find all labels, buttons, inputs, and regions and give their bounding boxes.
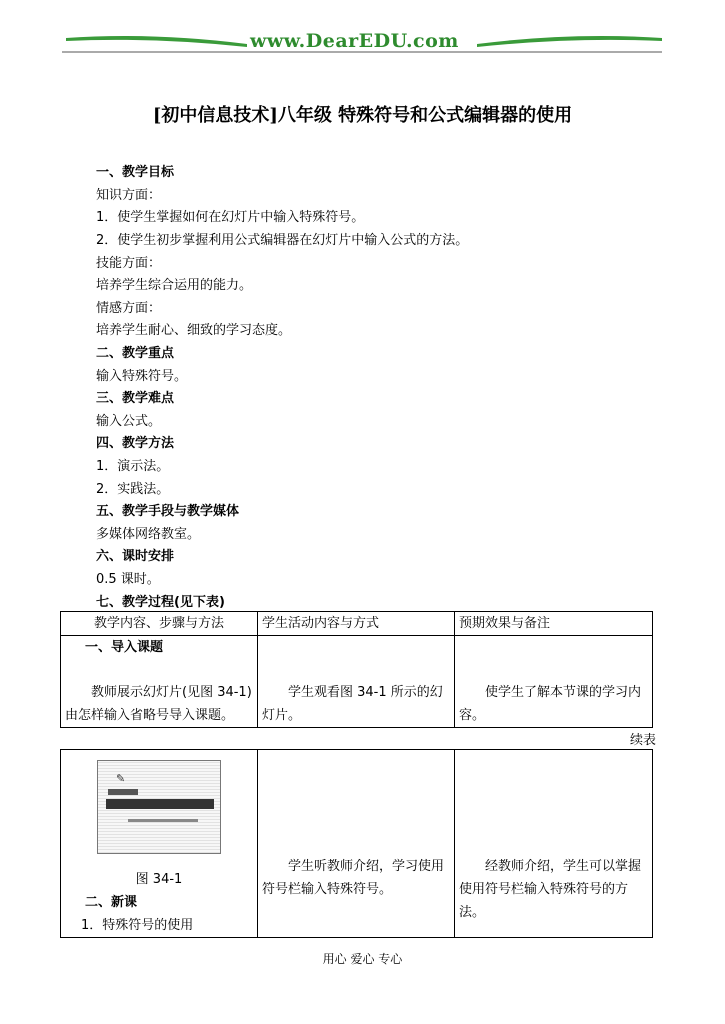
slide-thumbnail-image: [97, 760, 221, 854]
column-header: 预期效果与备注: [455, 612, 653, 636]
slide-text-bar: [108, 789, 138, 795]
table-cell: [455, 750, 653, 938]
lesson-table-continued: [60, 749, 653, 938]
cell-text: 教师展示幻灯片(见图 34-1)由怎样输入省略号导入课题。: [65, 685, 252, 723]
lesson-table: [60, 611, 653, 728]
section-heading: 三、教学难点: [96, 391, 175, 406]
label: 技能方面：: [96, 256, 162, 271]
paragraph: 培养学生耐心、细致的学习态度。: [96, 323, 292, 338]
cell-text: 1．特殊符号的使用: [81, 918, 194, 933]
list-item: 2．使学生初步掌握利用公式编辑器在幻灯片中输入公式的方法。: [96, 233, 469, 248]
paragraph: 多媒体网络教室。: [96, 527, 201, 542]
column-header: 学生活动内容与方式: [258, 612, 455, 636]
section-heading: 四、教学方法: [96, 436, 175, 451]
list-item: 2．实践法。: [96, 482, 170, 497]
table-row: [61, 636, 653, 728]
section-heading: 五、教学手段与教学媒体: [96, 504, 240, 519]
table-header-row: [61, 612, 653, 636]
table-cell: [61, 636, 258, 728]
cell-text: 使学生了解本节课的学习内容。: [459, 685, 642, 723]
table-row: [61, 750, 653, 938]
list-item: 1．演示法。: [96, 459, 170, 474]
continued-label: 续表: [630, 733, 657, 748]
site-header: [62, 28, 662, 56]
site-logo[interactable]: www.DearEDU.com: [250, 30, 459, 52]
section-heading: 一、教学目标: [96, 165, 175, 180]
section-heading: 二、教学重点: [96, 346, 175, 361]
figure-caption: 图 34-1: [135, 872, 183, 887]
section-heading: 六、课时安排: [96, 549, 175, 564]
table-cell: [455, 636, 653, 728]
paragraph: 0.5 课时。: [96, 572, 160, 587]
cell-heading: 一、导入课题: [85, 640, 164, 655]
label: 知识方面：: [96, 188, 162, 203]
slide-subtitle-bar: [128, 819, 198, 822]
cell-text: 经教师介绍，学生可以掌握使用符号栏输入特殊符号的方法。: [459, 859, 642, 920]
table-cell: [258, 636, 455, 728]
label: 情感方面：: [96, 301, 162, 316]
list-item: 1．使学生掌握如何在幻灯片中输入特殊符号。: [96, 210, 365, 225]
cell-heading: 二、新课: [85, 895, 138, 910]
cell-text: 学生观看图 34-1 所示的幻灯片。: [262, 685, 443, 723]
page-title: [初中信息技术]八年级 特殊符号和公式编辑器的使用: [152, 105, 573, 126]
paragraph: 培养学生综合运用的能力。: [96, 278, 253, 293]
paragraph: 输入公式。: [96, 414, 162, 429]
page-footer: 用心 爱心 专心: [322, 952, 403, 966]
section-heading: 七、教学过程(见下表): [96, 595, 225, 610]
column-header: 教学内容、步骤与方法: [61, 612, 258, 636]
table-cell: [61, 750, 258, 938]
paragraph: 输入特殊符号。: [96, 369, 188, 384]
table-cell: [258, 750, 455, 938]
cell-text: 学生听教师介绍，学习使用符号栏输入特殊符号。: [262, 859, 445, 897]
slide-title-bar: [106, 799, 214, 809]
slide-glyph-icon: ✎: [116, 772, 126, 785]
